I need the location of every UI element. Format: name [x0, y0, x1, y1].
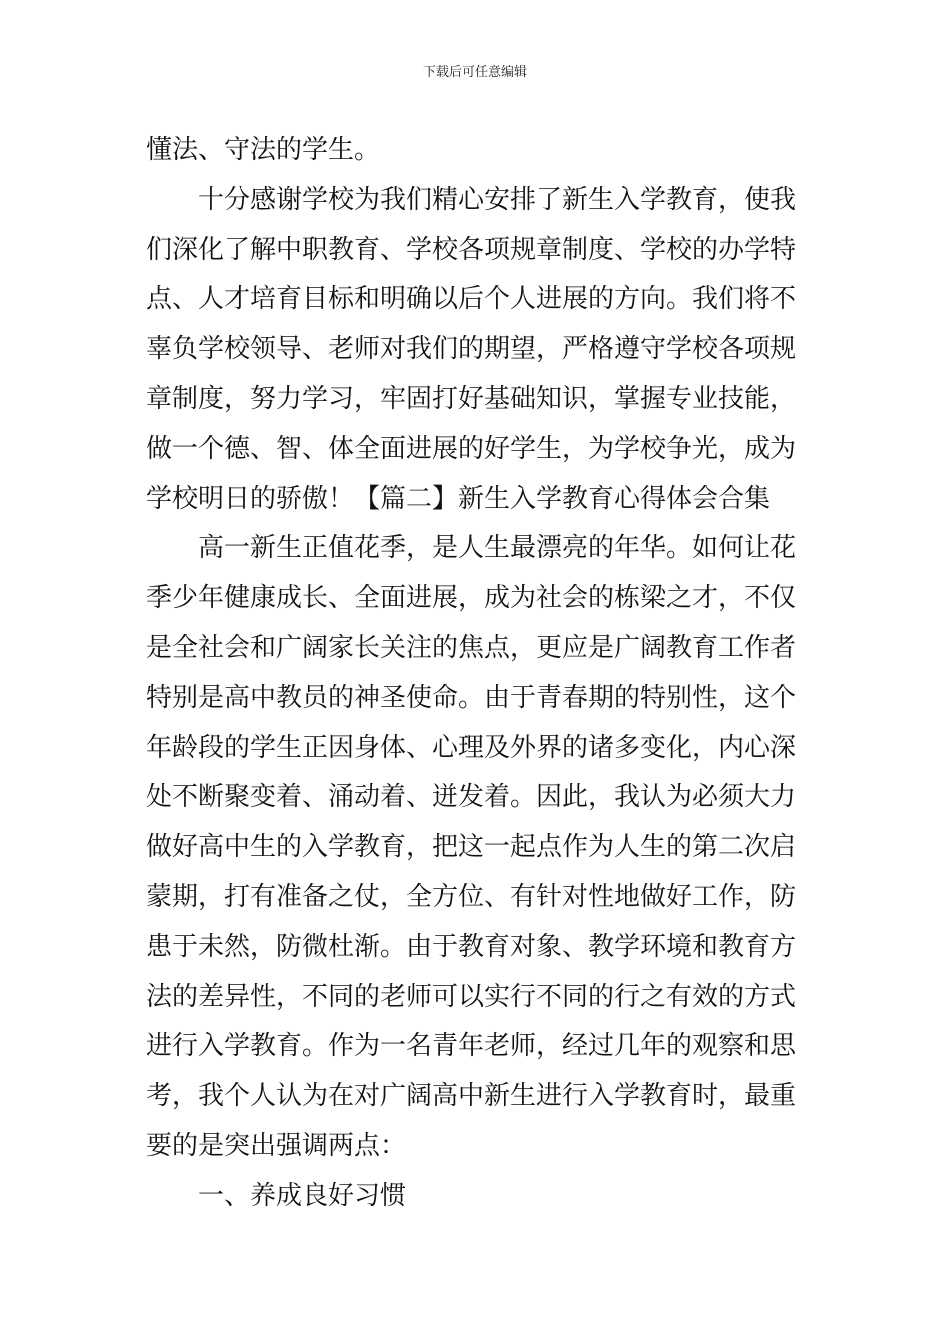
text-line: 处不断聚变着、涌动着、迸发着。因此，我认为必须大力 — [146, 782, 797, 813]
page-header: 下载后可任意编辑 — [422, 65, 527, 80]
text-line: 法的差异性，不同的老师可以实行不同的行之有效的方式 — [146, 981, 797, 1012]
document-body — [146, 126, 808, 1222]
text-line: 做一个德、智、体全面进展的好学生，为学校争光，成为 — [146, 433, 797, 464]
text-line: 季少年健康成长、全面进展，成为社会的栋梁之才，不仅 — [146, 583, 797, 614]
text-line: 要的是突出强调两点： — [146, 1130, 407, 1161]
text-line: 懂法、守法的学生。 — [146, 135, 381, 165]
text-line: 蒙期，打有准备之仗，全方位、有针对性地做好工作，防 — [146, 881, 797, 912]
paragraph-start-line: 高一新生正值花季，是人生最漂亮的年华。如何让花 — [198, 533, 797, 564]
text-line: 进行入学教育。作为一名青年老师，经过几年的观察和思 — [146, 1031, 797, 1062]
text-line: 辜负学校领导、老师对我们的期望，严格遵守学校各项规 — [146, 334, 797, 365]
text-line: 们深化了解中职教育、学校各项规章制度、学校的办学特 — [146, 234, 797, 265]
text-line: 章制度，努力学习，牢固打好基础知识，掌握专业技能， — [146, 383, 797, 414]
text-line: 学校明日的骄傲！【篇二】新生入学教育心得体会合集 — [146, 483, 771, 514]
paragraph-start-line: 十分感谢学校为我们精心安排了新生入学教育，使我 — [198, 184, 797, 215]
text-line: 做好高中生的入学教育，把这一起点作为人生的第二次启 — [146, 832, 797, 863]
text-line: 是全社会和广阔家长关注的焦点，更应是广阔教育工作者 — [146, 632, 797, 663]
text-line: 年龄段的学生正因身体、心理及外界的诸多变化，内心深 — [146, 732, 797, 763]
text-line: 考，我个人认为在对广阔高中新生进行入学教育时，最重 — [146, 1081, 797, 1112]
text-line: 点、人才培育目标和明确以后个人进展的方向。我们将不 — [146, 284, 797, 315]
section-heading: 一、养成良好习惯 — [198, 1180, 407, 1211]
text-line: 特别是高中教员的神圣使命。由于青春期的特别性，这个 — [146, 682, 797, 713]
text-line: 患于未然，防微杜渐。由于教育对象、教学环境和教育方 — [146, 931, 797, 962]
